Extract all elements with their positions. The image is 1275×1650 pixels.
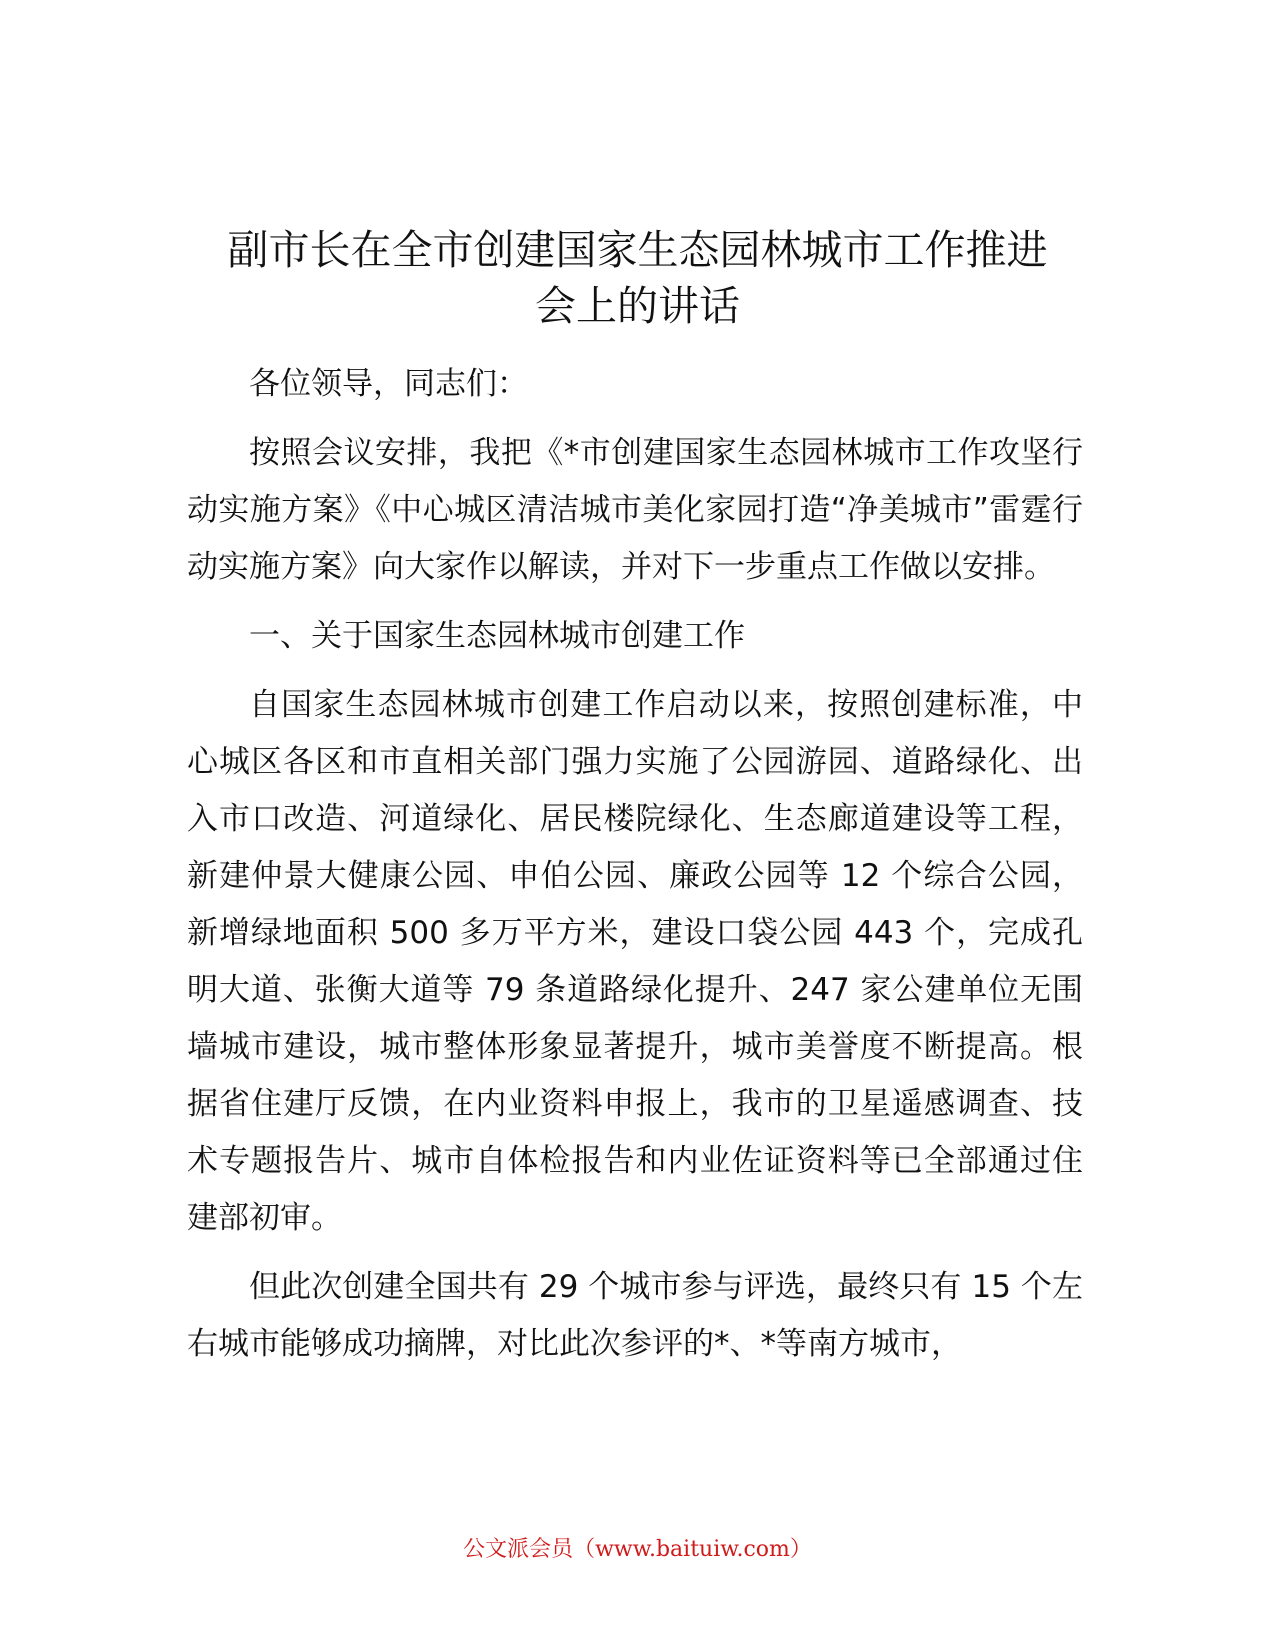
title-line-1: 副市长在全市创建国家生态园林城市工作推进 xyxy=(227,226,1048,274)
title-line-2: 会上的讲话 xyxy=(535,282,740,330)
footer-watermark: 公文派会员（www.baituiw.com） xyxy=(463,1537,812,1562)
intro-paragraph: 按照会议安排，我把《*市创建国家生态园林城市工作攻坚行动实施方案》《中心城区清洁城市美化家园打造“净美城市”雷霆行动实施方案》向大家作以解读，并对下一步重点工作做以安排。 xyxy=(187,435,1083,585)
section-heading: 一、关于国家生态园林城市创建工作 xyxy=(249,618,745,654)
document-body xyxy=(187,356,1083,1373)
section-paragraph-2: 但此次创建全国共有 29 个城市参与评选，最终只有 15 个左右城市能够成功摘牌，对比此次参评的*、*等南方城市， xyxy=(187,1269,1083,1362)
greeting: 各位领导，同志们： xyxy=(249,366,528,402)
document-title xyxy=(150,222,1125,334)
section-paragraph-1: 自国家生态园林城市创建工作启动以来，按照创建标准，中心城区各区和市直相关部门强力实施了公园游园、道路绿化、出入市口改造、河道绿化、居民楼院绿化、生态廊道建设等工程，新建仲景大健康公园、申伯公园、廉政公园等 12 个综合公园，新增绿地面积 500 多万平方米，建设口袋公园 443 个，完成孔明大道、张衡大道等 79 条道路绿化提升、247 家公建单位无围墙城市建设，城市整体形象显著提升，城市美誉度不断提高。根据省住建厅反馈，在内业资料申报上，我市的卫星遥感调查、技术专题报告片、城市自体检报告和内业佐证资料等已全部通过住建部初审。 xyxy=(187,687,1083,1236)
